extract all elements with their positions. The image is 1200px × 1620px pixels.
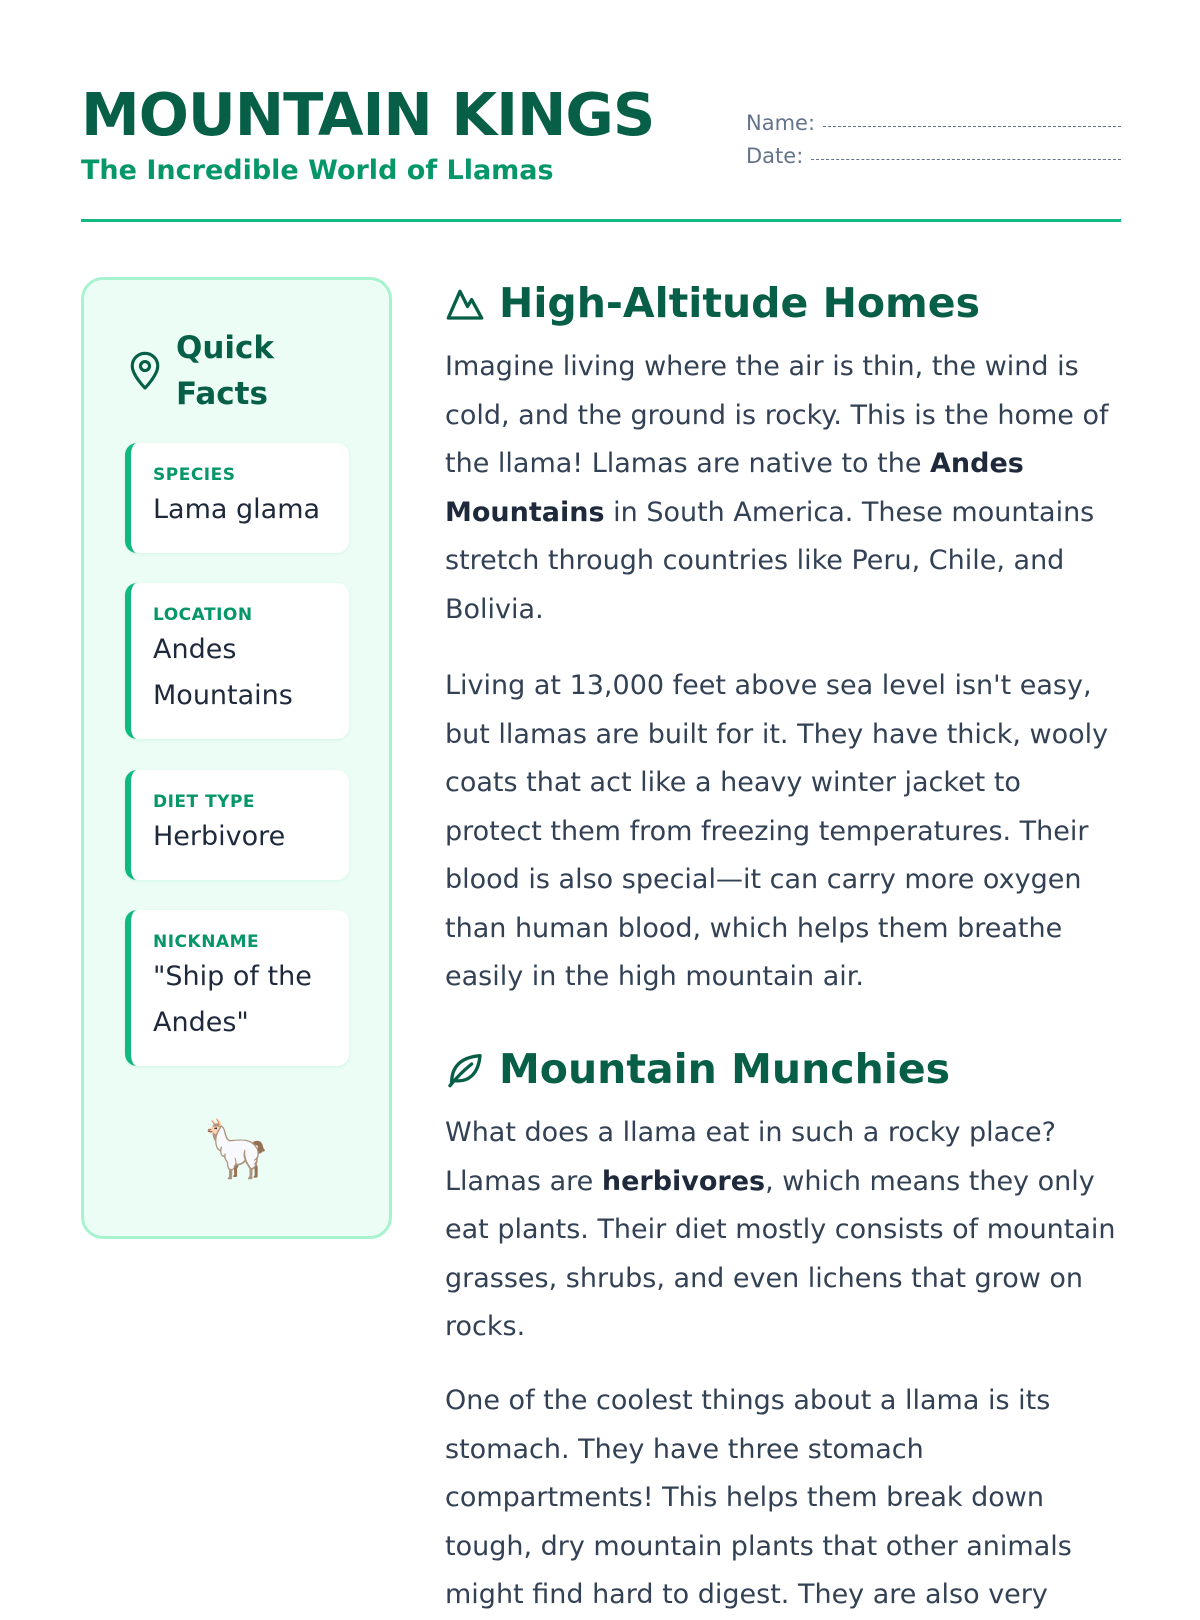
fact-label: LOCATION xyxy=(153,605,253,625)
fact-value: Lama glama xyxy=(153,494,321,525)
fact-value: "Ship of the Andes" xyxy=(153,961,312,1038)
fact-card-location xyxy=(125,583,349,739)
fact-label: DIET TYPE xyxy=(153,792,256,812)
fact-value: Andes Mountains xyxy=(153,634,293,711)
leaf-icon xyxy=(445,1049,485,1089)
fact-label: NICKNAME xyxy=(153,932,260,952)
paragraph xyxy=(445,343,1121,634)
paragraph xyxy=(445,1109,1121,1352)
date-label: Date: xyxy=(746,144,804,168)
llama-icon: 🦙 xyxy=(201,1117,272,1182)
text-run: Imagine living where the air is thin, the wind is cold, and the ground is rocky. This is the home of the llama! Llamas are native to the xyxy=(445,351,1109,479)
quick-facts-title: Quick Facts xyxy=(176,330,275,412)
name-blank-line[interactable] xyxy=(823,125,1121,127)
fact-card-species xyxy=(125,443,349,553)
section-header-homes xyxy=(445,278,980,328)
text-run: , which means they only eat plants. Their diet mostly consists of mountain grasses, shrubs, and even lichens that grow on rocks. xyxy=(445,1165,1116,1342)
fact-card-nickname xyxy=(125,910,349,1066)
section-title: Mountain Munchies xyxy=(499,1045,951,1093)
date-row xyxy=(746,135,1121,168)
bold-term: Andes Mountains xyxy=(445,448,1024,528)
section-header-munchies xyxy=(445,1044,950,1094)
text-run: in South America. These mountains stretch through countries like Peru, Chile, and Bolivia. xyxy=(445,496,1095,625)
text-run: One of the coolest things about a llama is its stomach. They have three stomach compartments! This helps them break down tough, dry mountain plants that other animals might find hard to digest. They are also very xyxy=(445,1385,1072,1610)
text-run: What does a llama eat in such a rocky place? Llamas are xyxy=(445,1117,1056,1197)
page-title: MOUNTAIN KINGS xyxy=(81,80,655,149)
fact-value: Herbivore xyxy=(153,821,286,852)
page-subtitle: The Incredible World of Llamas xyxy=(81,155,554,186)
worksheet-page xyxy=(81,0,1121,1610)
bold-term: herbivores xyxy=(601,1165,766,1197)
map-pin-icon xyxy=(128,351,162,391)
mountain-icon xyxy=(445,283,485,323)
section-title: High-Altitude Homes xyxy=(499,279,980,327)
student-info xyxy=(746,102,1121,168)
quick-facts-header xyxy=(128,325,358,417)
paragraph xyxy=(445,1377,1121,1620)
name-row xyxy=(746,102,1121,135)
fact-label: SPECIES xyxy=(153,465,236,485)
quick-facts-panel xyxy=(81,277,392,1239)
fact-card-diet xyxy=(125,770,349,880)
text-run: Living at 13,000 feet above sea level isn't easy, but llamas are built for it. They have thick, wooly coats that act like a heavy winter jacket to protect them from freezing temperatures. Their blood is also special—it can carry more oxygen than human blood, which helps them breathe easily in the high mountain air. xyxy=(445,670,1109,992)
date-blank-line[interactable] xyxy=(811,158,1121,160)
worksheet-header xyxy=(81,80,1121,222)
name-label: Name: xyxy=(746,111,816,135)
paragraph xyxy=(445,662,1121,1002)
